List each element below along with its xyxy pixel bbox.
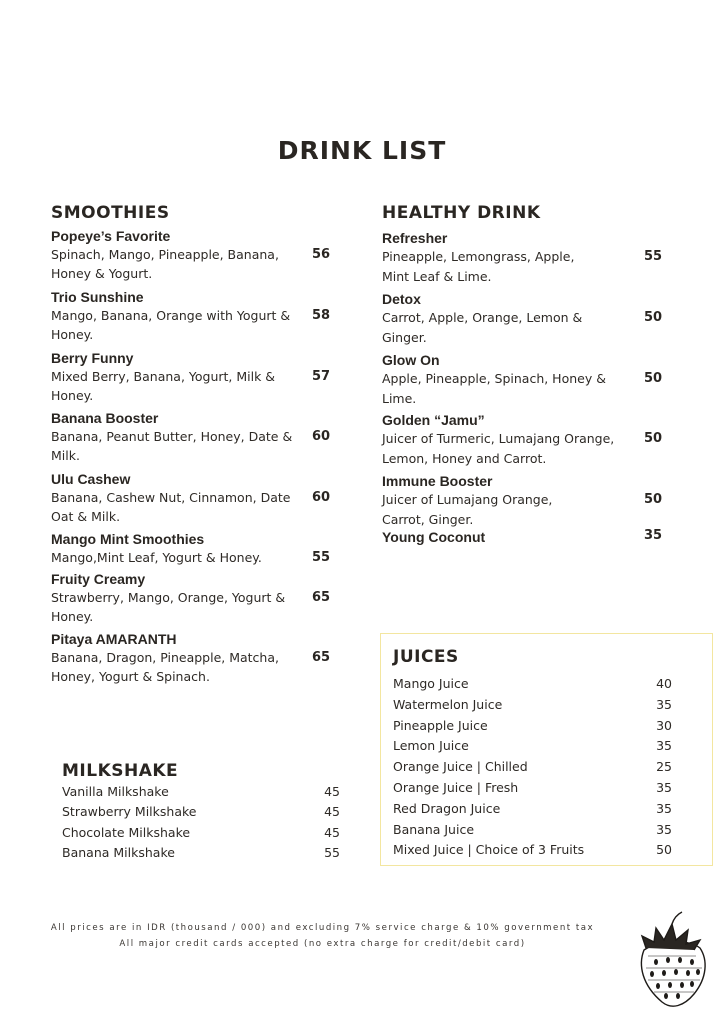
item-description: Banana, Cashew Nut, Cinnamon, Date xyxy=(51,490,291,505)
item-price: 35 xyxy=(656,696,672,712)
item-name: Vanilla Milkshake xyxy=(62,784,169,799)
item-price: 57 xyxy=(312,369,331,384)
item-name: Mango Mint Smoothies xyxy=(51,531,205,547)
item-name: Trio Sunshine xyxy=(51,289,144,305)
item-description: Milk. xyxy=(51,448,80,463)
item-name: Lemon Juice xyxy=(393,738,469,754)
item-price: 65 xyxy=(312,590,331,605)
item-name: Orange Juice | Fresh xyxy=(393,779,519,795)
menu-item xyxy=(51,530,341,570)
item-description: Honey & Yogurt. xyxy=(51,266,153,281)
menu-row xyxy=(393,820,672,841)
healthy-drink-list xyxy=(382,229,662,558)
juices-list xyxy=(393,674,672,861)
menu-row xyxy=(62,843,340,863)
menu-row xyxy=(393,840,672,861)
item-price: 65 xyxy=(312,650,331,665)
menu-row xyxy=(393,778,672,799)
item-name: Banana Booster xyxy=(51,410,159,426)
item-name: Banana Milkshake xyxy=(62,844,175,860)
menu-row xyxy=(393,757,672,778)
item-price: 45 xyxy=(324,784,340,799)
item-description: Carrot, Apple, Orange, Lemon & xyxy=(382,310,583,325)
item-description: Juicer of Lumajang Orange, xyxy=(382,492,553,507)
menu-item xyxy=(382,229,662,290)
item-name: Popeye’s Favorite xyxy=(51,228,171,244)
item-price: 35 xyxy=(656,738,672,754)
menu-row xyxy=(393,716,672,737)
menu-item xyxy=(382,290,662,351)
item-description: Honey. xyxy=(51,609,94,624)
item-price: 30 xyxy=(656,717,672,733)
item-name: Orange Juice | Chilled xyxy=(393,759,528,775)
item-price: 55 xyxy=(324,844,340,860)
menu-item xyxy=(51,349,341,409)
item-description: Lime. xyxy=(382,391,417,406)
item-description: Oat & Milk. xyxy=(51,509,121,524)
item-price: 50 xyxy=(644,371,663,386)
item-price: 55 xyxy=(644,249,663,264)
item-price: 35 xyxy=(656,779,672,795)
item-price: 45 xyxy=(324,804,340,820)
item-price: 35 xyxy=(656,821,672,837)
menu-title: DRINK LIST xyxy=(277,136,447,165)
item-description: Mango,Mint Leaf, Yogurt & Honey. xyxy=(51,550,262,565)
menu-item xyxy=(51,409,341,470)
item-price: 50 xyxy=(644,492,663,507)
item-price: 58 xyxy=(312,308,331,323)
item-name: Berry Funny xyxy=(51,350,134,366)
item-description: Strawberry, Mango, Orange, Yogurt & xyxy=(51,590,286,605)
menu-item xyxy=(382,351,662,411)
item-price: 60 xyxy=(312,490,331,505)
item-description: Honey. xyxy=(51,388,94,403)
item-description: Pineapple, Lemongrass, Apple, xyxy=(382,249,575,264)
smoothies-heading: SMOOTHIES xyxy=(51,203,170,223)
milkshake-heading: MILKSHAKE xyxy=(62,761,179,781)
item-name: Young Coconut xyxy=(382,529,486,545)
healthy-drink-heading: HEALTHY DRINK xyxy=(382,203,541,223)
item-name: Red Dragon Juice xyxy=(393,800,501,816)
strawberry-illustration-icon xyxy=(632,910,712,1010)
milkshake-list xyxy=(62,782,340,863)
item-name: Fruity Creamy xyxy=(51,571,146,587)
item-name: Refresher xyxy=(382,230,448,246)
item-name: Watermelon Juice xyxy=(393,696,503,712)
item-description: Mango, Banana, Orange with Yogurt & xyxy=(51,308,291,323)
menu-item xyxy=(382,411,662,472)
smoothies-list xyxy=(51,227,341,690)
item-name: Banana Juice xyxy=(393,821,475,837)
item-price: 60 xyxy=(312,429,331,444)
item-description: Mint Leaf & Lime. xyxy=(382,269,492,284)
item-description: Juicer of Turmeric, Lumajang Orange, xyxy=(382,431,615,446)
menu-item xyxy=(51,630,341,690)
menu-item xyxy=(51,288,341,349)
item-description: Banana, Dragon, Pineapple, Matcha, xyxy=(51,650,279,665)
menu-row xyxy=(62,823,340,843)
menu-item xyxy=(51,570,341,630)
menu-row xyxy=(393,695,672,716)
item-name: Detox xyxy=(382,291,421,307)
item-price: 50 xyxy=(656,842,672,858)
menu-item xyxy=(51,470,341,530)
item-price: 25 xyxy=(656,759,672,775)
item-price: 50 xyxy=(644,310,663,325)
menu-row xyxy=(62,802,340,822)
item-price: 40 xyxy=(656,676,672,691)
item-description: Lemon, Honey and Carrot. xyxy=(382,451,547,466)
item-price: 35 xyxy=(644,528,663,543)
item-name: Pineapple Juice xyxy=(393,717,488,733)
menu-row xyxy=(62,782,340,802)
item-name: Pitaya AMARANTH xyxy=(51,631,177,647)
item-name: Mixed Juice | Choice of 3 Fruits xyxy=(393,842,585,858)
item-description: Carrot, Ginger. xyxy=(382,512,474,527)
item-name: Immune Booster xyxy=(382,473,493,489)
menu-row xyxy=(393,674,672,695)
footer-card-note: All major credit cards accepted (no extra charge for credit/debit card) xyxy=(119,939,526,949)
juices-heading: JUICES xyxy=(393,647,459,667)
item-price: 55 xyxy=(312,550,331,565)
menu-row xyxy=(393,799,672,820)
menu-item xyxy=(382,528,662,558)
item-description: Honey, Yogurt & Spinach. xyxy=(51,669,210,684)
item-price: 50 xyxy=(644,431,663,446)
item-name: Ulu Cashew xyxy=(51,471,131,487)
item-description: Mixed Berry, Banana, Yogurt, Milk & xyxy=(51,369,276,384)
menu-item xyxy=(382,472,662,528)
item-description: Banana, Peanut Butter, Honey, Date & xyxy=(51,429,293,444)
menu-row xyxy=(393,736,672,757)
item-name: Glow On xyxy=(382,352,440,368)
item-description: Spinach, Mango, Pineapple, Banana, xyxy=(51,247,279,262)
footer-price-note: All prices are in IDR (thousand / 000) and excluding 7% service charge & 10% government tax xyxy=(50,923,595,933)
menu-item xyxy=(51,227,341,288)
item-price: 56 xyxy=(312,247,331,262)
item-price: 45 xyxy=(324,824,340,840)
item-name: Golden “Jamu” xyxy=(382,412,485,428)
item-description: Ginger. xyxy=(382,330,427,345)
item-name: Mango Juice xyxy=(393,676,469,691)
item-price: 35 xyxy=(656,800,672,816)
item-description: Apple, Pineapple, Spinach, Honey & xyxy=(382,371,606,386)
item-name: Chocolate Milkshake xyxy=(62,824,191,840)
item-name: Strawberry Milkshake xyxy=(62,804,197,820)
item-description: Honey. xyxy=(51,327,94,342)
